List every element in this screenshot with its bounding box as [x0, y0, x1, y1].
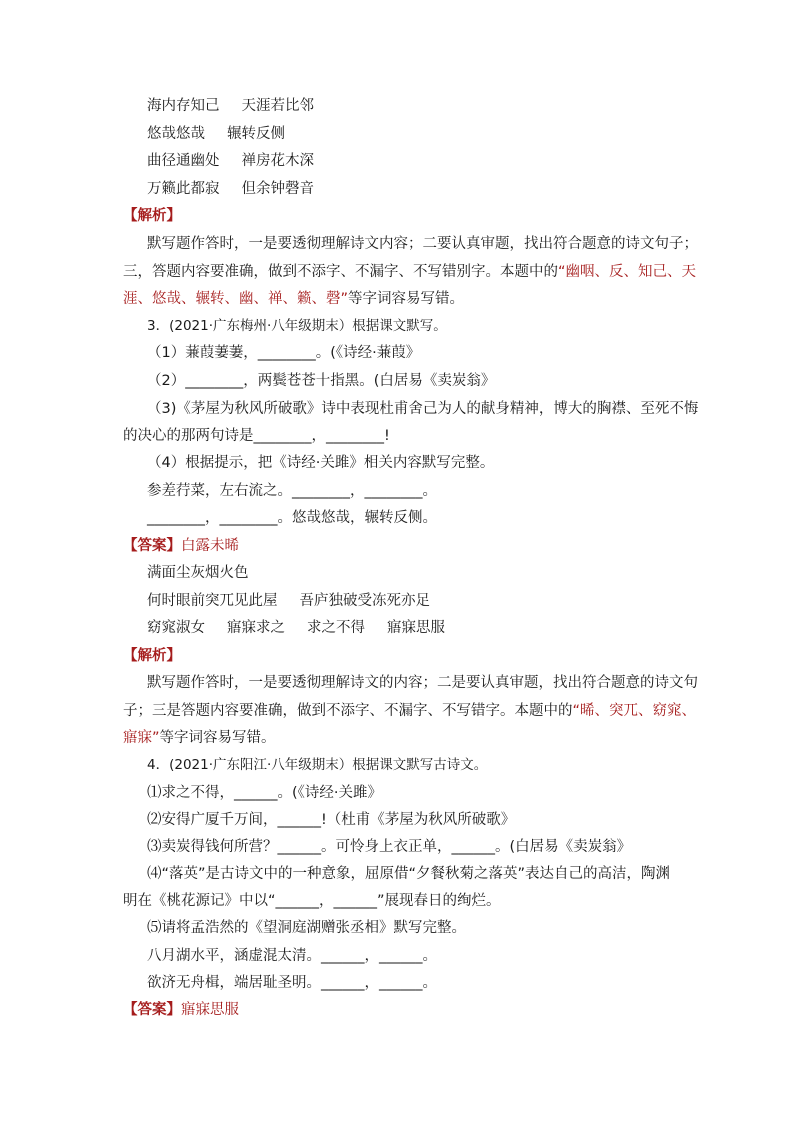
answer-line — [147, 124, 285, 144]
question-item: 欲济无舟楫，端居耻圣明。______，______。 — [147, 975, 437, 991]
question-item: （2）________，两鬓苍苍十指黑。(白居易《卖炭翁》 — [147, 373, 496, 389]
analysis-text: 三，答题内容要准确，做到不添字、不漏字、不写错别字。本题中的“幽咽、反、知己、天 — [123, 264, 697, 280]
answer-line — [147, 179, 314, 199]
analysis-text: 默写题作答时，一是要透彻理解诗文内容；二要认真审题，找出符合题意的诗文句子； — [147, 236, 698, 252]
analysis-text: 默写题作答时，一是要透彻理解诗文的内容；二是要认真审题，找出符合题意的诗文句 — [147, 675, 698, 691]
analysis-text: 寤寐”等字词容易写错。 — [123, 730, 276, 746]
answer-text: 辗转反侧 — [227, 126, 285, 142]
answer-text: 满面尘灰烟火色 — [147, 565, 249, 581]
answer-text: 悠哉悠哉 — [147, 126, 205, 142]
analysis-text: 子；三是答题内容要准确，做到不添字、不漏字、不写错字。本题中的“晞、突兀、窈窕、 — [123, 703, 697, 719]
question-item: 明在《桃花源记》中以“______，______”展现春日的绚烂。 — [123, 893, 501, 909]
question-item: ⑵安得广厦千万间，______!（杜甫《茅屋为秋风所破歌》 — [147, 812, 516, 828]
answer-line: 何时眼前突兀见此屋 吾庐独破受冻死亦足 — [147, 593, 430, 609]
question-item: （1）蒹葭萋萋，________。(《诗经·蒹葭》 — [147, 345, 421, 361]
answer-text: 但余钟磬音 — [241, 181, 314, 197]
analysis-tag: 【解析】 — [123, 648, 181, 664]
analysis-tag: 【解析】 — [123, 208, 181, 224]
question-item: ⑴求之不得，______。(《诗经·关雎》 — [147, 785, 383, 801]
analysis-text: 涯、悠哉、辗转、幽、禅、籁、磬”等字词容易写错。 — [123, 291, 465, 307]
question-item: ⑷“落英”是古诗文中的一种意象，屈原借“夕餐秋菊之落英”表达自己的高洁，陶渊 — [147, 866, 671, 882]
answer-line: 窈窕淑女 寤寐求之 求之不得 寤寐思服 — [147, 620, 445, 636]
question-item: ________，________。悠哉悠哉，辗转反侧。 — [147, 510, 437, 526]
question-item: ⑶卖炭得钱何所营？______。可怜身上衣正单，______。(白居易《卖炭翁》 — [147, 839, 632, 855]
question-item: 的决心的那两句诗是________，________! — [123, 428, 390, 444]
answer-text: 海内存知己 — [147, 98, 220, 114]
answer-line: 【答案】寤寐思服 — [123, 1002, 239, 1018]
question-header: 4．(2021·广东阳江·八年级期末）根据课文默写古诗文。 — [147, 757, 488, 773]
answer-line — [147, 151, 314, 171]
answer-text: 万籁此都寂 — [147, 181, 220, 197]
question-item: 八月湖水平，涵虚混太清。______，______。 — [147, 948, 437, 964]
question-item: 参差荇菜，左右流之。________，________。 — [147, 483, 437, 499]
answer-text: 天涯若比邻 — [241, 98, 314, 114]
question-header: 3．(2021·广东梅州·八年级期末）根据课文默写。 — [147, 318, 447, 334]
answer-line: 【答案】白露未晞 — [123, 538, 239, 554]
question-item: （3)《茅屋为秋风所破歌》诗中表现杜甫舍己为人的献身精神，博大的胸襟、至死不悔 — [147, 401, 699, 417]
answer-line — [147, 96, 314, 116]
answer-text: 曲径通幽处 — [147, 153, 220, 169]
question-item: ⑸请将孟浩然的《望洞庭湖赠张丞相》默写完整。 — [147, 920, 466, 936]
answer-text: 禅房花木深 — [241, 153, 314, 169]
question-item: （4）根据提示，把《诗经·关雎》相关内容默写完整。 — [147, 455, 495, 471]
